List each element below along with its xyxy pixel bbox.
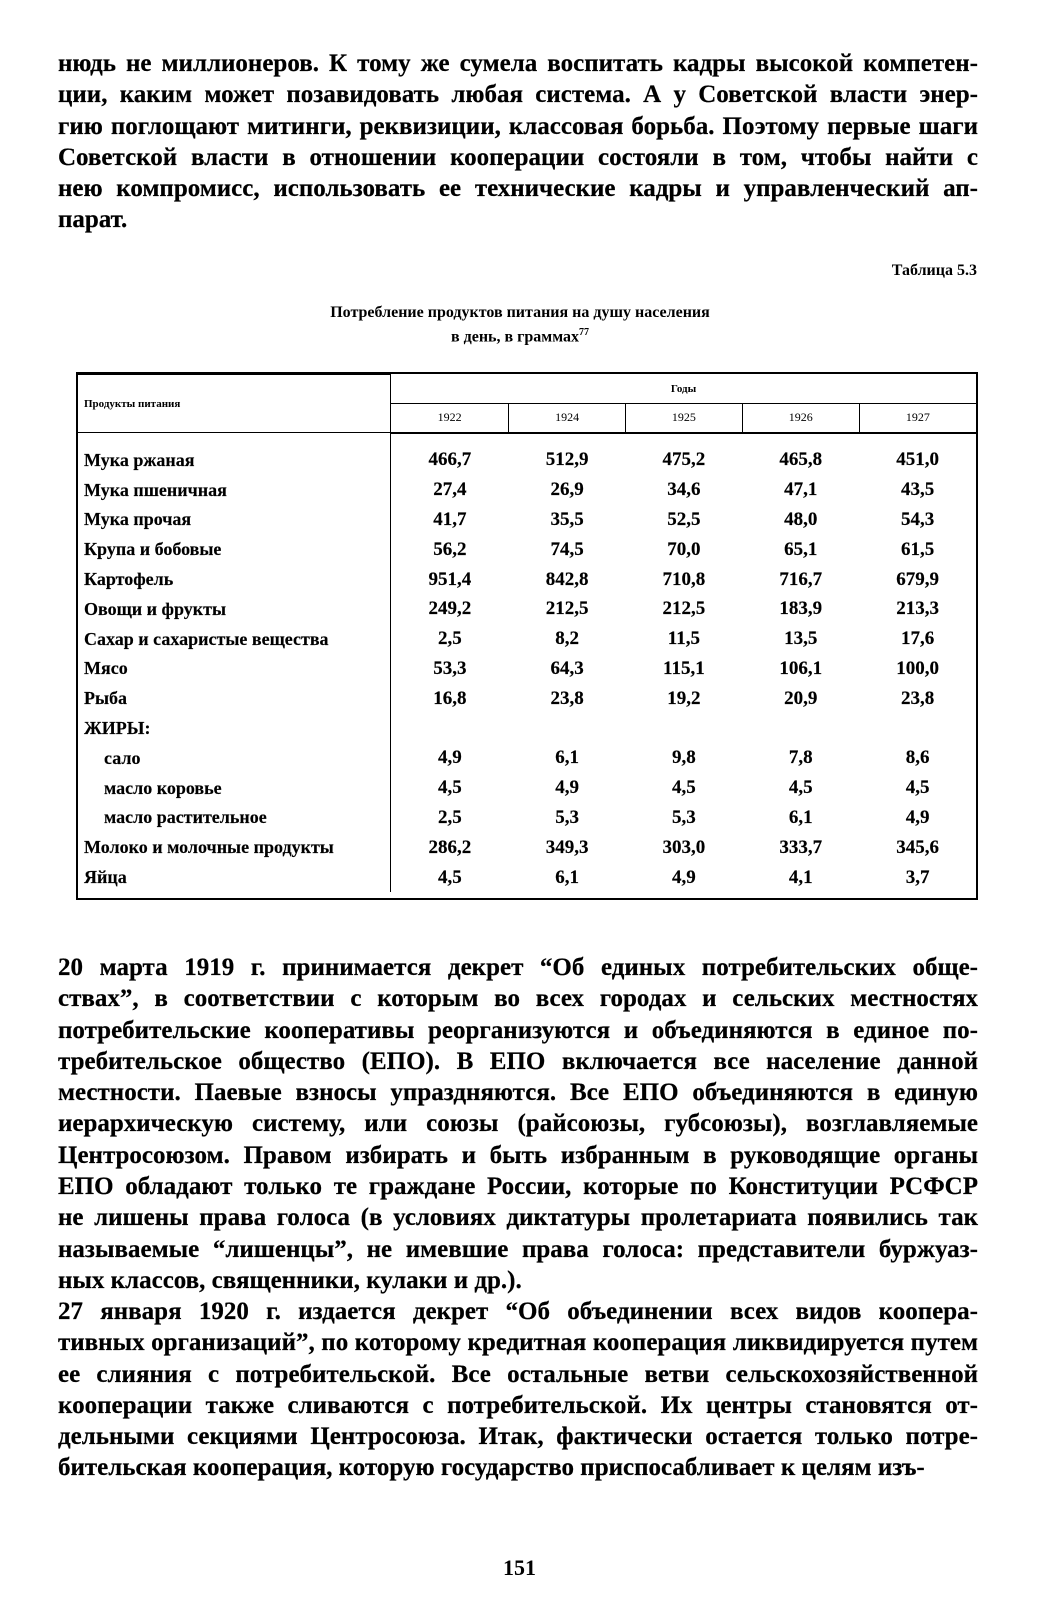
value-cell: 54,3 [900,508,935,530]
value-cell: 4,9 [905,806,930,828]
value-cell: 213,3 [896,598,939,620]
table-title-line1: Потребление продуктов питания на душу населения [330,304,710,321]
product-name: сало [78,743,391,773]
text-line: ствах”, в соответствии с которым во всех городах и сельских местностях [58,985,978,1013]
value-cell [742,714,859,744]
value-cell: 41,7 [433,508,467,530]
consumption-table [76,372,978,900]
value-cell: 716,7 [779,568,823,590]
text-line: не лишены права голоса (в условиях диктатуры пролетариата появились так [58,1204,978,1232]
value-cell: 115,1 [663,657,705,679]
text-line: 27 января 1920 г. издается декрет “Об объединении всех видов коопера- [58,1298,978,1325]
value-cell: 4,5 [437,777,462,799]
value-cell: 4,9 [672,866,696,888]
paragraph-decree-1920 [58,1296,978,1484]
text-line: ее слияния с потребительской. Все остальные ветви сельскохозяйственной [58,1360,978,1388]
paragraph-decree-1919 [58,952,978,1296]
product-name: Рыба [78,684,391,714]
text-line: называемые “лишенцы”, не имевшие права голоса: представители буржуаз- [58,1235,978,1263]
value-cell: 65,1 [784,538,818,560]
table-row [78,803,976,833]
product-name: ЖИРЫ: [78,714,391,744]
value-cell [859,714,976,744]
value-cell: 451,0 [896,449,939,471]
value-cell: 512,9 [545,449,589,471]
table-row [78,433,976,476]
text-line: иерархическую систему, или союзы (райсоюзы, губсоюзы), возглавляемые [58,1110,978,1138]
product-name: Мясо [78,654,391,684]
value-cell: 16,8 [433,687,467,709]
value-cell [391,714,509,744]
value-cell: 23,8 [550,687,584,709]
product-name: Мука пшеничная [78,475,391,505]
value-cell: 466,7 [428,449,472,471]
table-row [78,863,976,893]
value-cell: 74,5 [550,538,584,560]
text-line: нею компромисс, использовать ее технические кадры и управленческий ап- [58,175,978,203]
value-cell: 212,5 [662,598,706,620]
value-cell: 64,3 [550,657,584,679]
value-cell: 710,8 [662,568,706,590]
table-row [78,535,976,565]
value-cell: 34,6 [667,479,701,501]
product-name: Овощи и фрукты [78,594,391,624]
value-cell: 106,1 [779,657,823,679]
value-cell: 19,2 [667,687,701,709]
value-cell: 212,5 [545,598,589,620]
value-cell: 4,5 [905,777,930,799]
table-row [78,475,976,505]
value-cell: 303,0 [662,836,706,858]
value-cell: 4,5 [788,777,813,799]
text-line: кооперации также сливаются с потребительской. Их центры становятся от- [58,1391,978,1419]
value-cell: 6,1 [788,806,813,828]
value-cell: 70,0 [667,538,701,560]
value-cell [626,714,743,744]
text-line: тивных организаций”, по которому кредитная кооперация ликвидируется путем [58,1329,978,1357]
value-cell: 11,5 [667,628,700,650]
table-row [78,714,976,744]
header-year: 1926 [742,403,859,433]
value-cell: 333,7 [779,836,823,858]
value-cell: 7,8 [788,747,813,769]
product-name: Молоко и молочные продукты [78,833,391,863]
value-cell: 4,1 [788,866,813,888]
header-year: 1927 [859,403,976,433]
table-row [78,743,976,773]
product-name: Крупа и бобовые [78,535,391,565]
header-products: Продукты питания [78,375,391,433]
table-label: Таблица 5.3 [891,262,977,279]
value-cell: 286,2 [428,836,472,858]
value-cell: 4,9 [555,777,579,799]
value-cell: 17,6 [900,628,935,650]
footnote-ref: 77 [579,327,589,338]
value-cell: 9,8 [672,747,696,769]
consumption-table-grid [78,374,976,892]
table-row [78,594,976,624]
value-cell: 5,3 [672,806,696,828]
page-number: 151 [503,1555,536,1580]
text-line: гию поглощают митинги, реквизиции, классовая борьба. Поэтому первые шаги [58,112,978,140]
value-cell: 26,9 [550,479,584,501]
header-year: 1922 [391,403,509,433]
value-cell: 43,5 [900,479,935,501]
value-cell: 465,8 [779,449,823,471]
table-row [78,505,976,535]
table-title [200,303,840,347]
value-cell: 56,2 [433,538,467,560]
value-cell: 23,8 [900,687,935,709]
text-line: ЕПО обладают только те граждане России, которые по Конституции РСФСР [58,1173,978,1201]
value-cell: 4,9 [437,747,462,769]
value-cell: 100,0 [896,657,939,679]
value-cell: 842,8 [545,568,589,590]
table-title-line2-text: в день, в граммах [450,328,579,346]
text-line: ции, каким может позавидовать любая система. А у Советской власти энер- [58,81,978,109]
header-year: 1924 [509,403,626,433]
value-cell: 35,5 [550,508,584,530]
value-cell: 349,3 [545,836,589,858]
table-row [78,833,976,863]
value-cell [509,714,626,744]
product-name: Сахар и сахаристые вещества [78,624,391,654]
table-row [78,773,976,803]
table-row [78,624,976,654]
header-year: 1925 [626,403,743,433]
text-line: бительская кооперация, которую государство приспосабливает к целям изъ- [58,1454,925,1482]
text-line: потребительские кооперативы реорганизуются и объединяются в единое по- [58,1016,978,1044]
value-cell: 6,1 [555,866,579,888]
value-cell: 951,4 [428,568,472,590]
value-cell: 2,5 [437,628,462,650]
text-line: парат. [58,206,128,234]
product-name: масло растительное [78,803,391,833]
table-title-line2 [200,323,840,347]
value-cell: 249,2 [428,598,472,620]
text-line: требительское общество (ЕПО). В ЕПО включается все население данной [58,1047,978,1075]
product-name: Мука прочая [78,505,391,535]
text-line: Советской власти в отношении кооперации состояли в том, чтобы найти с [58,143,978,171]
value-cell: 53,3 [433,657,467,679]
value-cell: 47,1 [784,479,818,501]
product-name: Яйца [78,863,391,893]
value-cell: 48,0 [784,508,818,530]
value-cell: 27,4 [433,479,467,501]
text-line: ных классов, священники, кулаки и др.). [58,1266,522,1294]
value-cell: 2,5 [437,806,462,828]
product-name: Картофель [78,565,391,595]
value-cell: 20,9 [784,687,818,709]
table-body [78,433,976,893]
value-cell: 5,3 [555,806,579,828]
table-row [78,654,976,684]
value-cell: 6,1 [555,747,579,769]
value-cell: 345,6 [896,836,939,858]
text-line: 20 марта 1919 г. принимается декрет “Об единых потребительских обще- [58,954,978,981]
text-line: Центросоюзом. Правом избирать и быть избранным в руководящие органы [58,1141,978,1169]
product-name: Мука ржаная [78,433,391,476]
value-cell: 52,5 [667,508,701,530]
table-row [78,684,976,714]
value-cell: 183,9 [779,598,823,620]
table-row [78,565,976,595]
value-cell: 679,9 [896,568,939,590]
value-cell: 61,5 [900,538,935,560]
value-cell: 8,2 [555,628,579,650]
text-line: местности. Паевые взносы упраздняются. Все ЕПО объединяются в единую [58,1079,978,1107]
text-line: нюдь не миллионеров. К тому же сумела воспитать кадры высокой компетен- [58,50,978,77]
value-cell: 4,5 [672,777,696,799]
value-cell: 3,7 [905,866,930,888]
paragraph-intro [58,48,978,236]
table-header-row [78,375,976,404]
value-cell: 13,5 [784,628,818,650]
header-years: Годы [391,375,977,404]
value-cell: 8,6 [905,747,930,769]
product-name: масло коровье [78,773,391,803]
value-cell: 4,5 [437,866,462,888]
value-cell: 475,2 [662,449,706,471]
text-line: дельными секциями Центросоюза. Итак, фактически остается только потре- [58,1423,978,1451]
